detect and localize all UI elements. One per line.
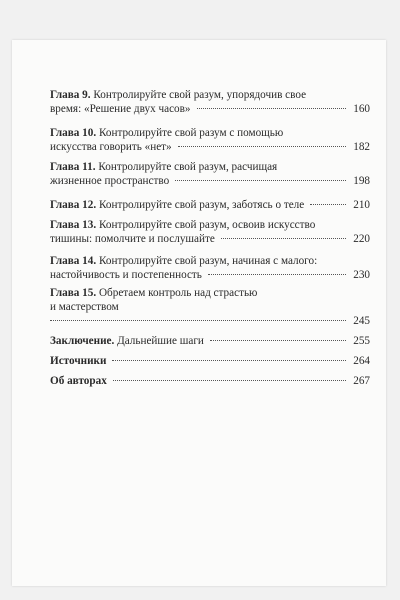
toc-entry-chapter-13 bbox=[50, 218, 370, 246]
toc-entry-title-cont: настойчивость и постепенность bbox=[50, 269, 202, 281]
toc-page-number: 255 bbox=[353, 335, 370, 347]
toc-entry-title: Контролируйте свой разум, начиная с малого: bbox=[98, 255, 318, 267]
toc-entry-title: Контролируйте свой разум, освоив искусство bbox=[98, 219, 316, 231]
toc-entry-title: Дальнейшие шаги bbox=[117, 335, 204, 347]
toc-entry-title: Контролируйте свой разум, расчищая bbox=[98, 161, 278, 173]
toc-entry-chapter-14 bbox=[50, 254, 370, 282]
toc-entry-title: Контролируйте свой разум с помощью bbox=[98, 127, 284, 139]
toc-entry-title: Обретаем контроль над страстью bbox=[98, 287, 258, 299]
toc-page-number: 267 bbox=[353, 375, 370, 387]
toc-entry-label: Заключение. bbox=[50, 335, 115, 347]
toc-entry-conclusion bbox=[50, 334, 370, 348]
toc-entry-title-cont: тишины: помолчите и послушайте bbox=[50, 233, 215, 245]
toc-page-number: 198 bbox=[353, 175, 370, 187]
dot-leader bbox=[197, 108, 346, 109]
toc-entry-title: Контролируйте свой разум, упорядочив свое bbox=[93, 89, 307, 101]
toc-page-number: 264 bbox=[353, 355, 370, 367]
toc-entry-label: Источники bbox=[50, 355, 107, 367]
toc-entry-title: Контролируйте свой разум, заботясь о теле bbox=[98, 199, 305, 211]
toc-entry-chapter-9 bbox=[50, 88, 370, 116]
toc-entry-title-cont: жизненное пространство bbox=[50, 175, 170, 187]
dot-leader bbox=[221, 238, 346, 239]
dot-leader bbox=[112, 360, 346, 361]
toc-entry-title-cont: и мастерством bbox=[50, 301, 119, 313]
toc-entry-chapter-15 bbox=[50, 286, 370, 328]
toc-entry-label: Глава 13. bbox=[50, 219, 97, 231]
toc-entry-about-authors bbox=[50, 374, 370, 388]
toc-entry-label: Глава 15. bbox=[50, 287, 97, 299]
dot-leader bbox=[208, 274, 346, 275]
toc-entry-label: Глава 12. bbox=[50, 199, 97, 211]
toc-entry-label: Об авторах bbox=[50, 375, 107, 387]
toc-entry-label: Глава 14. bbox=[50, 255, 97, 267]
dot-leader bbox=[175, 180, 346, 181]
toc-entry-sources bbox=[50, 354, 370, 368]
toc-entry-title-cont: искусства говорить «нет» bbox=[50, 141, 172, 153]
toc-entry-chapter-10 bbox=[50, 126, 370, 154]
toc-entry-label: Глава 9. bbox=[50, 89, 91, 101]
dot-leader bbox=[50, 320, 346, 321]
toc-entry-label: Глава 11. bbox=[50, 161, 96, 173]
toc-entry-label: Глава 10. bbox=[50, 127, 97, 139]
toc-page-number: 210 bbox=[353, 199, 370, 211]
dot-leader bbox=[178, 146, 346, 147]
dot-leader bbox=[310, 204, 346, 205]
toc-page-number: 245 bbox=[353, 315, 370, 327]
toc-entry-title-cont: время: «Решение двух часов» bbox=[50, 103, 191, 115]
toc-page-number: 230 bbox=[353, 269, 370, 281]
dot-leader bbox=[210, 340, 346, 341]
toc-page-number: 160 bbox=[353, 103, 370, 115]
toc-entry-chapter-11 bbox=[50, 160, 370, 188]
dot-leader bbox=[113, 380, 346, 381]
toc-entry-chapter-12 bbox=[50, 198, 370, 212]
toc-page-number: 182 bbox=[353, 141, 370, 153]
toc-page-number: 220 bbox=[353, 233, 370, 245]
